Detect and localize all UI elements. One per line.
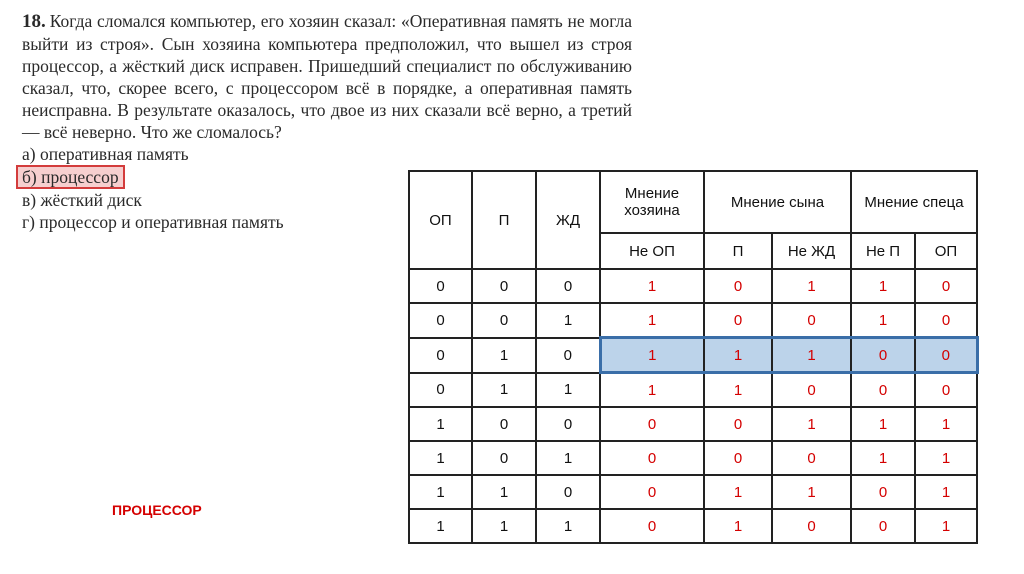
cell-son-not-zhd: 0 <box>772 373 851 408</box>
truth-table-body <box>409 269 977 543</box>
table-row <box>409 441 977 475</box>
cell-son-not-zhd: 1 <box>772 338 851 373</box>
cell-owner-not-op: 1 <box>600 338 704 373</box>
header-specialist-opinion: Мнение спеца <box>851 171 977 233</box>
cell-son-not-zhd: 1 <box>772 269 851 303</box>
cell-zhd: 1 <box>536 509 600 543</box>
cell-op: 1 <box>409 475 472 509</box>
cell-zhd: 0 <box>536 475 600 509</box>
cell-spec-op: 0 <box>915 373 977 408</box>
cell-op: 0 <box>409 303 472 338</box>
cell-p: 0 <box>472 407 536 441</box>
cell-zhd: 1 <box>536 303 600 338</box>
cell-son-p: 0 <box>704 441 772 475</box>
problem-statement <box>22 10 632 143</box>
cell-spec-not-p: 0 <box>851 338 915 373</box>
cell-op: 0 <box>409 338 472 373</box>
cell-p: 1 <box>472 338 536 373</box>
cell-son-not-zhd: 1 <box>772 475 851 509</box>
problem-text: Когда сломался компьютер, его хозяин сказал: «Оперативная память не могла выйти из строя». Сын хозяина компьютера предположил, что вышел из строя процессор, а жёсткий диск исправен. Пришедший специалист по обслуживанию сказал, что, скорее всего, с процессором всё в порядке, а оперативная память неисправна. В результате оказалось, что двое из них сказали всё верно, а третий — всё неверно. Что же сломалось? <box>22 11 632 142</box>
cell-p: 0 <box>472 303 536 338</box>
cell-owner-not-op: 1 <box>600 269 704 303</box>
table-row <box>409 509 977 543</box>
header-p: П <box>472 171 536 269</box>
cell-zhd: 0 <box>536 338 600 373</box>
cell-spec-not-p: 1 <box>851 441 915 475</box>
cell-spec-not-p: 1 <box>851 303 915 338</box>
option-a: а) оперативная память <box>22 144 189 164</box>
cell-zhd: 0 <box>536 407 600 441</box>
cell-son-not-zhd: 0 <box>772 509 851 543</box>
cell-spec-op: 1 <box>915 441 977 475</box>
table-row <box>409 269 977 303</box>
cell-spec-op: 1 <box>915 407 977 441</box>
header-op: ОП <box>409 171 472 269</box>
table-row <box>409 475 977 509</box>
cell-spec-not-p: 1 <box>851 269 915 303</box>
cell-son-p: 0 <box>704 407 772 441</box>
cell-zhd: 1 <box>536 441 600 475</box>
option-b-highlighted: б) процессор <box>16 165 125 189</box>
cell-son-p: 0 <box>704 303 772 338</box>
cell-owner-not-op: 1 <box>600 303 704 338</box>
header-zhd: ЖД <box>536 171 600 269</box>
table-row <box>409 407 977 441</box>
subheader-op: ОП <box>915 233 977 269</box>
table-row <box>409 338 977 373</box>
header-son-opinion: Мнение сына <box>704 171 851 233</box>
cell-spec-not-p: 1 <box>851 407 915 441</box>
cell-owner-not-op: 0 <box>600 407 704 441</box>
option-c: в) жёсткий диск <box>22 190 142 210</box>
cell-son-p: 1 <box>704 509 772 543</box>
cell-spec-not-p: 0 <box>851 475 915 509</box>
cell-spec-op: 0 <box>915 269 977 303</box>
cell-op: 1 <box>409 441 472 475</box>
cell-op: 1 <box>409 509 472 543</box>
cell-spec-op: 1 <box>915 475 977 509</box>
cell-son-p: 1 <box>704 373 772 408</box>
cell-owner-not-op: 0 <box>600 475 704 509</box>
cell-p: 1 <box>472 509 536 543</box>
cell-spec-not-p: 0 <box>851 509 915 543</box>
problem-number: 18. <box>22 11 46 32</box>
subheader-not-zhd: Не ЖД <box>772 233 851 269</box>
table-row <box>409 373 977 408</box>
cell-owner-not-op: 0 <box>600 441 704 475</box>
cell-son-not-zhd: 0 <box>772 303 851 338</box>
cell-spec-op: 0 <box>915 338 977 373</box>
cell-p: 1 <box>472 475 536 509</box>
truth-table <box>408 170 979 544</box>
cell-zhd: 1 <box>536 373 600 408</box>
cell-owner-not-op: 1 <box>600 373 704 408</box>
cell-son-not-zhd: 1 <box>772 407 851 441</box>
subheader-p: П <box>704 233 772 269</box>
cell-op: 0 <box>409 373 472 408</box>
option-d: г) процессор и оперативная память <box>22 212 284 232</box>
subheader-not-p: Не П <box>851 233 915 269</box>
cell-spec-not-p: 0 <box>851 373 915 408</box>
cell-p: 0 <box>472 441 536 475</box>
cell-op: 0 <box>409 269 472 303</box>
final-answer: ПРОЦЕССОР <box>112 502 202 518</box>
cell-son-p: 0 <box>704 269 772 303</box>
cell-owner-not-op: 0 <box>600 509 704 543</box>
cell-p: 1 <box>472 373 536 408</box>
cell-op: 1 <box>409 407 472 441</box>
cell-zhd: 0 <box>536 269 600 303</box>
subheader-not-op: Не ОП <box>600 233 704 269</box>
cell-p: 0 <box>472 269 536 303</box>
cell-spec-op: 1 <box>915 509 977 543</box>
cell-spec-op: 0 <box>915 303 977 338</box>
cell-son-p: 1 <box>704 475 772 509</box>
cell-son-p: 1 <box>704 338 772 373</box>
cell-son-not-zhd: 0 <box>772 441 851 475</box>
header-owner-opinion: Мнение хозяина <box>600 171 704 233</box>
table-row <box>409 303 977 338</box>
